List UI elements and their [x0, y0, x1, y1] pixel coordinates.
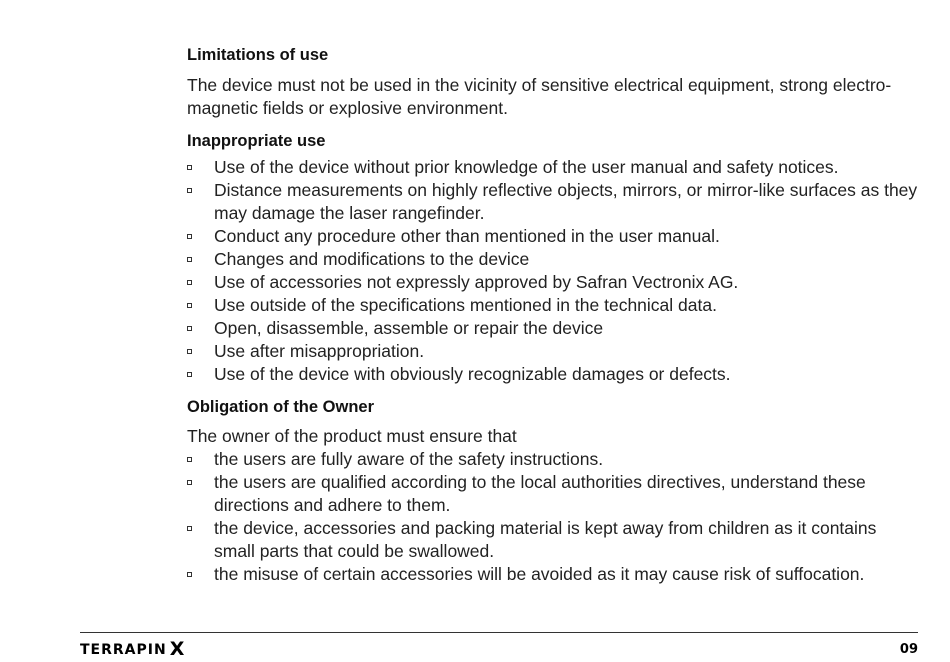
- obligation-intro: The owner of the product must ensure that: [187, 426, 517, 446]
- footer-divider: [80, 632, 918, 633]
- square-bullet-icon: [187, 326, 192, 331]
- list-item: [187, 340, 922, 363]
- square-bullet-icon: [187, 303, 192, 308]
- page-number: 09: [899, 642, 918, 657]
- list-item-text: Use after misappropriation.: [214, 341, 425, 361]
- list-item-text: the users are fully aware of the safety instructions.: [214, 449, 604, 469]
- brand-logo: [80, 640, 184, 659]
- list-item: [187, 294, 922, 317]
- list-item: [187, 317, 922, 340]
- limitations-heading: Limitations of use: [187, 46, 329, 64]
- obligation-list: [187, 448, 922, 586]
- list-item: [187, 179, 922, 225]
- list-item: [187, 517, 922, 563]
- square-bullet-icon: [187, 372, 192, 377]
- list-item: [187, 563, 922, 586]
- inappropriate-use-heading: Inappropriate use: [187, 132, 326, 150]
- square-bullet-icon: [187, 349, 192, 354]
- list-item: [187, 471, 922, 517]
- list-item-text: Open, disassemble, assemble or repair the device: [214, 318, 604, 338]
- list-item-text: the device, accessories and packing material is kept away from children as it contains small parts that could be swallowed.: [214, 518, 877, 561]
- square-bullet-icon: [187, 165, 192, 170]
- list-item: [187, 156, 922, 179]
- page-content: [187, 43, 922, 586]
- list-item: [187, 225, 922, 248]
- square-bullet-icon: [187, 257, 192, 262]
- square-bullet-icon: [187, 572, 192, 577]
- square-bullet-icon: [187, 280, 192, 285]
- list-item-text: Conduct any procedure other than mentioned in the user manual.: [214, 226, 720, 246]
- brand-x-mark: X: [169, 638, 185, 660]
- list-item-text: Use of the device with obviously recognizable damages or defects.: [214, 364, 731, 384]
- square-bullet-icon: [187, 526, 192, 531]
- list-item: [187, 363, 922, 386]
- square-bullet-icon: [187, 234, 192, 239]
- obligation-heading: Obligation of the Owner: [187, 398, 374, 416]
- list-item: [187, 248, 922, 271]
- list-item: [187, 271, 922, 294]
- list-item-text: the misuse of certain accessories will be avoided as it may cause risk of suffocation.: [214, 564, 865, 584]
- list-item: [187, 448, 922, 471]
- inappropriate-use-list: [187, 156, 922, 386]
- square-bullet-icon: [187, 188, 192, 193]
- square-bullet-icon: [187, 457, 192, 462]
- square-bullet-icon: [187, 480, 192, 485]
- list-item-text: Use of the device without prior knowledge of the user manual and safety notices.: [214, 157, 839, 177]
- brand-name: TERRAPIN: [80, 641, 167, 658]
- list-item-text: Distance measurements on highly reflective objects, mirrors, or mirror-like surfaces as they may damage the laser rangefinder.: [214, 180, 918, 223]
- list-item-text: the users are qualified according to the local authorities directives, understand these directions and adhere to them.: [214, 472, 866, 515]
- list-item-text: Changes and modifications to the device: [214, 249, 530, 269]
- list-item-text: Use outside of the specifications mentioned in the technical data.: [214, 295, 717, 315]
- limitations-body: The device must not be used in the vicinity of sensitive electrical equipment, strong electro-magnetic fields or explosive environment.: [187, 75, 892, 118]
- list-item-text: Use of accessories not expressly approved by Safran Vectronix AG.: [214, 272, 739, 292]
